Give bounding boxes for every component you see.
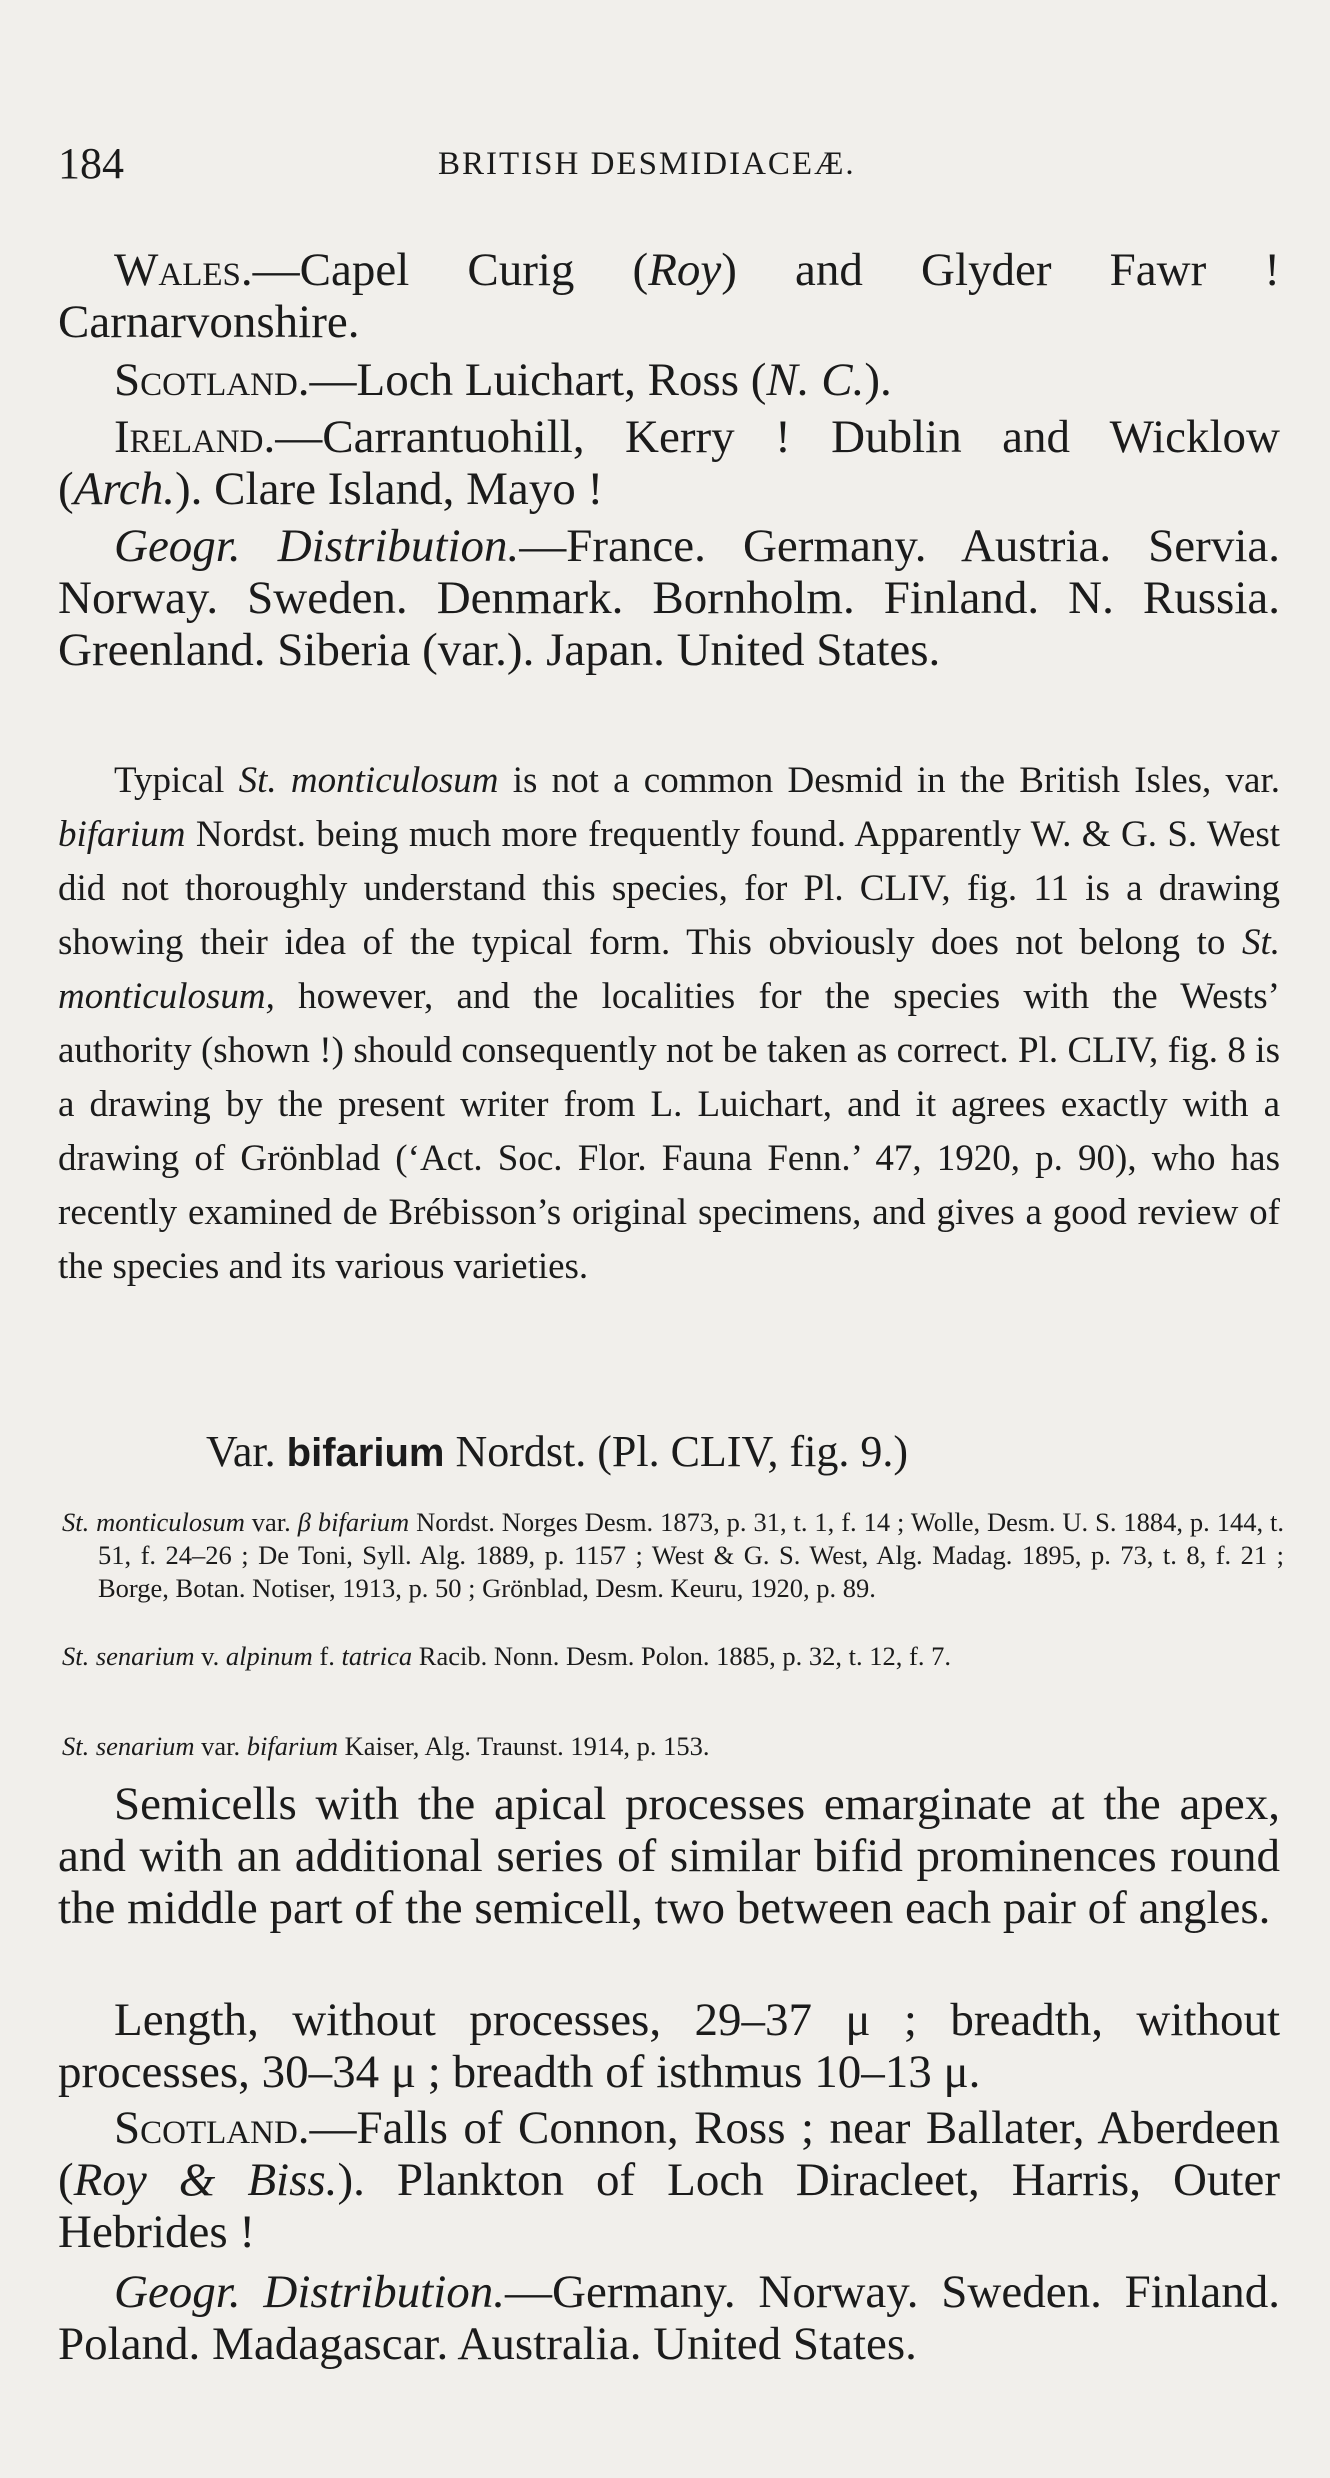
page-header	[58, 138, 1288, 198]
measurements: Length, without processes, 29–37 μ ; breadth, without processes, 30–34 μ ; breadth of isthmus 10–13 μ.	[58, 1994, 1280, 2098]
scotland-label: Scotland	[114, 354, 298, 406]
variety-heading: Var. bifarium Nordst. (Pl. CLIV, fig. 9.)	[206, 1427, 909, 1476]
geogr-label: Geogr. Distribution.	[114, 520, 520, 572]
scotland-distribution-var: Scotland.—Falls of Connon, Ross ; near Ballater, Aberdeen (Roy & Biss.). Plankton of Loch Diracleet, Harris, Outer Hebrides !	[58, 2102, 1280, 2258]
wales-label: Wales	[114, 244, 241, 296]
scotland-distribution: Scotland.—Loch Luichart, Ross (N. C.).	[114, 354, 892, 406]
ireland-distribution: Ireland.—Carrantuohill, Kerry ! Dublin and Wicklow (Arch.). Clare Island, Mayo !	[58, 411, 1280, 515]
discussion-paragraph: Typical St. monticulosum is not a common Desmid in the British Isles, var. bifarium Nordst. being much more frequently found. Apparently W. & G. S. West did not thoroughly understand this species, for Pl. CLIV, fig. 11 is a drawing showing their idea of the typical form. This obviously does not belong to St. monticulosum, however, and the localities for the species with the Wests’ authority (shown !) should consequently not be taken as correct. Pl. CLIV, fig. 8 is a drawing by the present writer from L. Luichart, and it agrees exactly with a drawing of Grönblad (‘Act. Soc. Flor. Fauna Fenn.’ 47, 1920, p. 90), who has recently examined de Brébisson’s original specimens, and gives a good review of the species and its various varieties.	[58, 760, 1280, 1287]
ireland-label: Ireland	[114, 411, 264, 463]
variety-name: bifarium	[286, 1431, 445, 1475]
wales-distribution: Wales.—Capel Curig (Roy) and Glyder Fawr ! Carnarvonshire.	[58, 244, 1280, 348]
running-title: BRITISH DESMIDIACEÆ.	[438, 146, 856, 182]
geogr-label: Geogr. Distribution.	[114, 2266, 505, 2318]
page-number: 184	[58, 139, 124, 188]
synonym-entry: St. monticulosum var. β bifarium Nordst. Norges Desm. 1873, p. 31, t. 1, f. 14 ; Wolle, Desm. U. S. 1884, p. 144, t. 51, f. 24–26 ; De Toni, Syll. Alg. 1889, p. 1157 ; West & G. S. West, Alg. Madag. 1895, p. 73, t. 8, f. 21 ; Borge, Botan. Notiser, 1913, p. 50 ; Grönblad, Desm. Keuru, 1920, p. 89.	[62, 1507, 1285, 1603]
synonym-entry: St. senarium v. alpinum f. tatrica Racib. Nonn. Desm. Polon. 1885, p. 32, t. 12, f. 7.	[62, 1641, 951, 1671]
geographic-distribution: Geogr. Distribution.—France. Germany. Austria. Servia. Norway. Sweden. Denmark. Bornholm. Finland. N. Russia. Greenland. Siberia (var.). Japan. United States.	[58, 520, 1280, 676]
synonym-entry: St. senarium var. bifarium Kaiser, Alg. Traunst. 1914, p. 153.	[62, 1731, 710, 1761]
semicell-description: Semicells with the apical processes emarginate at the apex, and with an additional series of similar bifid prominences round the middle part of the semicell, two between each pair of angles.	[58, 1778, 1280, 1934]
scotland-label: Scotland	[114, 2102, 298, 2154]
geographic-distribution-var: Geogr. Distribution.—Germany. Norway. Sweden. Finland. Poland. Madagascar. Australia. United States.	[58, 2266, 1280, 2370]
